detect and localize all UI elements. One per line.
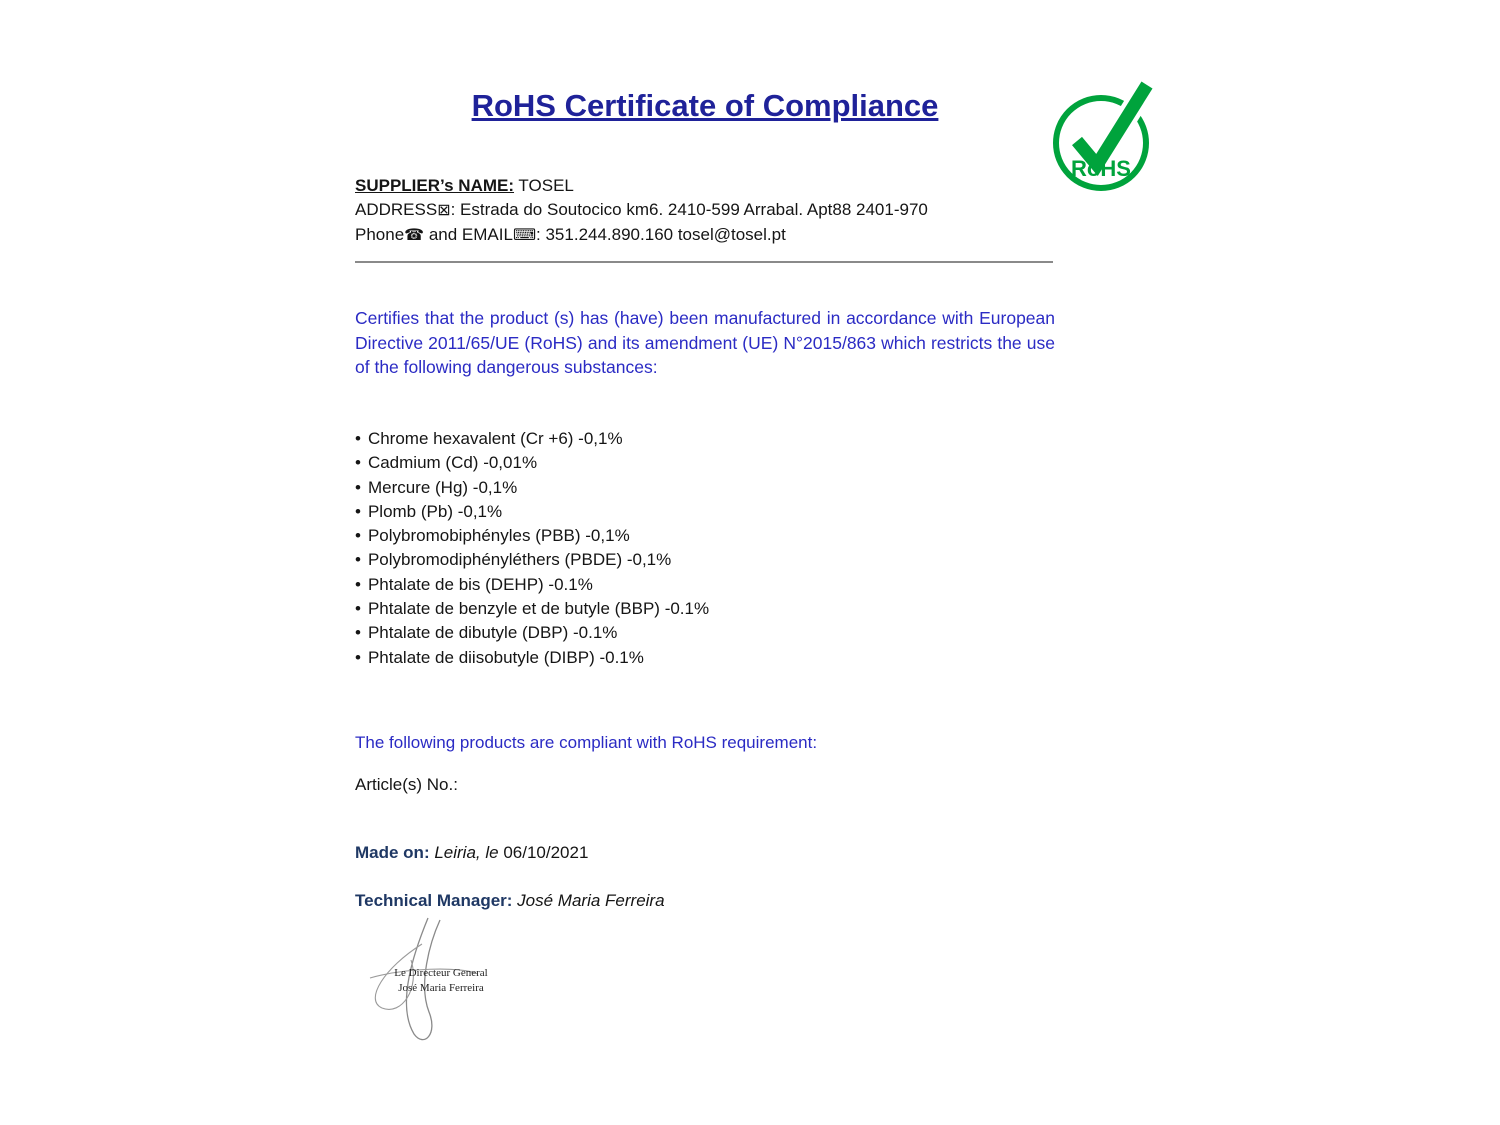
substance-text: Chrome hexavalent (Cr +6) -0,1%: [367, 429, 623, 448]
horizontal-divider: [355, 261, 1053, 263]
bullet-icon: •: [355, 550, 361, 570]
supplier-block: [355, 174, 928, 248]
supplier-contact-line: [355, 223, 928, 248]
signature-block: [356, 916, 516, 1051]
made-on-date: 06/10/2021: [498, 843, 589, 862]
document-title: RoHS Certificate of Compliance: [471, 88, 939, 123]
substance-text: Plomb (Pb) -0,1%: [367, 501, 503, 521]
rohs-logo-label: RoHS: [1071, 156, 1131, 181]
substance-item: [355, 451, 709, 475]
made-on-line: [355, 843, 588, 863]
address-label: ADDRESS: [355, 200, 438, 219]
substance-item: [355, 597, 709, 621]
supplier-name-label: SUPPLIER’s NAME:: [355, 176, 515, 195]
substance-text: Phtalate de benzyle et de butyle (BBP) -0.1%: [367, 599, 710, 619]
substance-item: [355, 524, 709, 548]
signature-line1: Le Directeur General: [394, 967, 488, 979]
email-label: and EMAIL: [424, 225, 513, 244]
supplier-name-line: [355, 174, 928, 198]
substance-item: [355, 621, 709, 645]
made-on-place: Leiria, le: [429, 843, 499, 862]
phone-icon: ☎: [404, 227, 425, 244]
substance-text: Phtalate de dibutyle (DBP) -0.1%: [367, 623, 618, 643]
bullet-icon: •: [355, 574, 361, 594]
bullet-icon: •: [355, 623, 361, 643]
computer-icon: ⌨: [512, 227, 537, 244]
bullet-icon: •: [355, 526, 361, 546]
rohs-logo-graphic: [1048, 76, 1160, 196]
substance-item: [355, 500, 709, 524]
signature-line2: José Maria Ferreira: [398, 982, 484, 994]
compliance-line: The following products are compliant with RoHS requirement:: [355, 733, 818, 752]
supplier-address-line: [355, 198, 928, 223]
bullet-icon: •: [355, 477, 361, 497]
rohs-logo: [1048, 76, 1160, 196]
signature-text: [374, 966, 508, 996]
substances-list: [355, 427, 709, 670]
contact-value: : 351.244.890.160 tosel@tosel.pt: [536, 225, 786, 244]
bullet-icon: •: [355, 599, 361, 619]
substance-text: Phtalate de bis (DEHP) -0.1%: [367, 574, 593, 594]
bullet-icon: •: [355, 453, 361, 473]
substance-text: Polybromobiphényles (PBB) -0,1%: [367, 526, 630, 546]
substance-item: [355, 573, 709, 597]
bullet-icon: •: [355, 429, 361, 448]
substance-text: Phtalate de diisobutyle (DIBP) -0.1%: [367, 647, 644, 667]
technical-manager-value: José Maria Ferreira: [512, 891, 665, 910]
technical-manager-label: Technical Manager:: [355, 891, 513, 910]
bullet-icon: •: [355, 647, 361, 667]
substance-text: Cadmium (Cd) -0,01%: [367, 453, 538, 473]
supplier-name-value: TOSEL: [514, 176, 574, 195]
article-line: Article(s) No.:: [355, 775, 458, 794]
phone-label: Phone: [355, 225, 405, 244]
substance-item: [355, 548, 709, 572]
bullet-icon: •: [355, 501, 361, 521]
substance-text: Mercure (Hg) -0,1%: [367, 477, 518, 497]
envelope-icon: ⊠: [437, 202, 451, 219]
substance-item: [355, 476, 709, 500]
substance-item: [355, 427, 709, 451]
substance-text: Polybromodiphényléthers (PBDE) -0,1%: [367, 550, 672, 570]
made-on-label: Made on:: [355, 843, 430, 862]
substance-item: [355, 646, 709, 670]
certification-statement: Certifies that the product (s) has (have) been manufactured in accordance with European Directive 2011/65/UE (RoHS) and its amendment (UE) N°2015/863 which restricts the use of the following dangerous substances:: [355, 308, 1055, 377]
address-value: : Estrada do Soutocico km6. 2410-599 Arrabal. Apt88 2401-970: [450, 200, 928, 219]
technical-manager-line: [355, 891, 665, 911]
